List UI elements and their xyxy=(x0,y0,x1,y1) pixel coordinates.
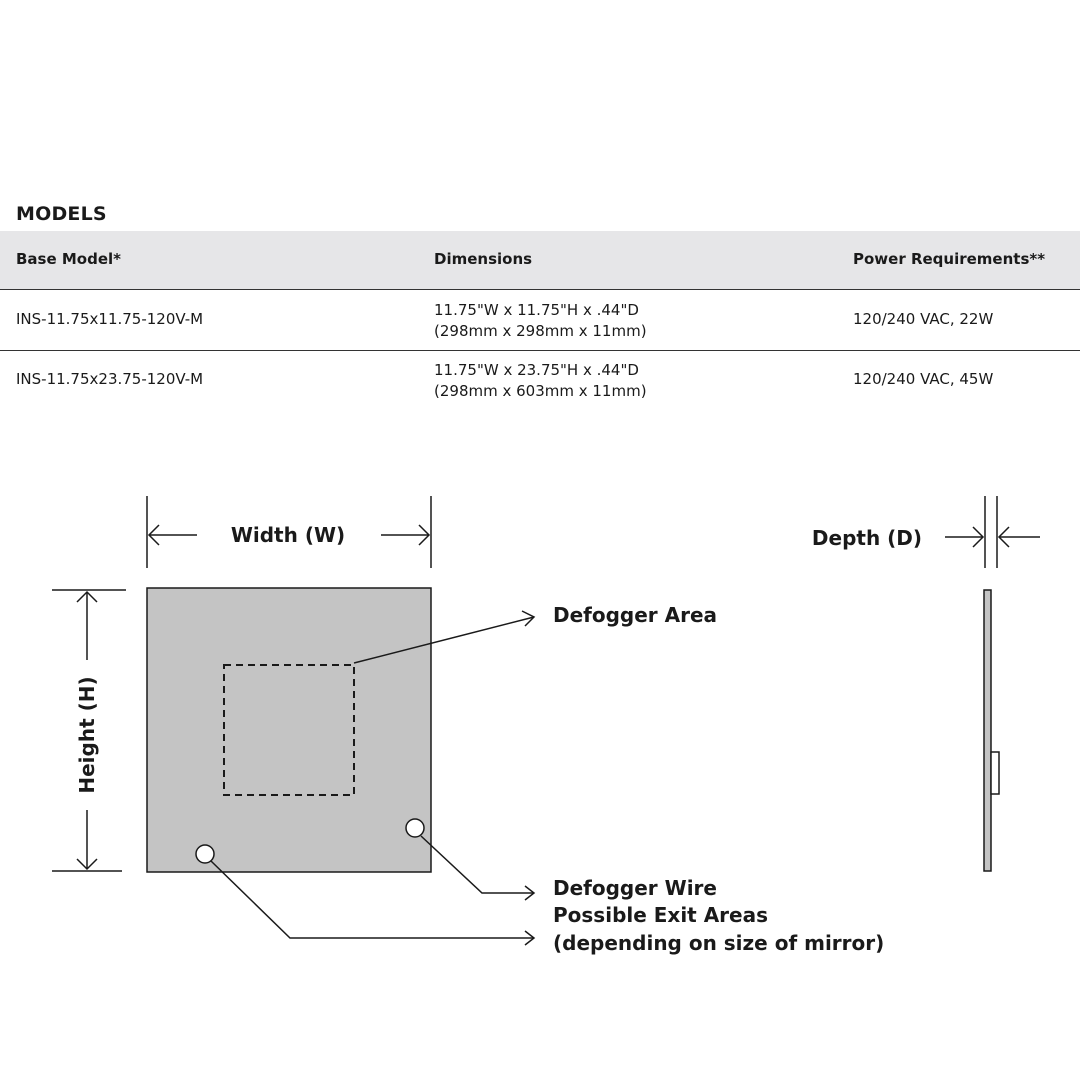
mirror-side-profile xyxy=(984,590,991,871)
exit-label-line3: (depending on size of mirror) xyxy=(553,931,885,955)
header-power: Power Requirements** xyxy=(853,250,1046,268)
dimensions-metric: (298mm x 603mm x 11mm) xyxy=(434,382,647,400)
depth-label: Depth (D) xyxy=(811,526,923,550)
header-dimensions: Dimensions xyxy=(434,250,533,268)
model-cell: INS-11.75x23.75-120V-M xyxy=(16,370,204,388)
header-base-model: Base Model* xyxy=(16,250,122,268)
section-title: MODELS xyxy=(16,203,107,225)
dimensions-metric: (298mm x 298mm x 11mm) xyxy=(434,322,647,340)
width-label: Width (W) xyxy=(230,523,346,547)
model-cell: INS-11.75x11.75-120V-M xyxy=(16,310,204,328)
power-cell: 120/240 VAC, 45W xyxy=(853,370,994,388)
dimensions-imperial: 11.75"W x 11.75"H x .44"D xyxy=(434,301,639,319)
wire-exit-hole-right xyxy=(406,819,424,837)
defogger-area-label: Defogger Area xyxy=(553,603,718,627)
height-label: Height (H) xyxy=(75,676,99,794)
dimensions-imperial: 11.75"W x 23.75"H x .44"D xyxy=(434,361,639,379)
exit-leader-right xyxy=(421,836,534,893)
mirror-front-panel xyxy=(147,588,431,872)
side-profile-bracket xyxy=(991,752,999,794)
power-cell: 120/240 VAC, 22W xyxy=(853,310,994,328)
exit-label-line1: Defogger Wire xyxy=(553,876,717,900)
exit-label-line2: Possible Exit Areas xyxy=(553,903,769,927)
wire-exit-hole-left xyxy=(196,845,214,863)
